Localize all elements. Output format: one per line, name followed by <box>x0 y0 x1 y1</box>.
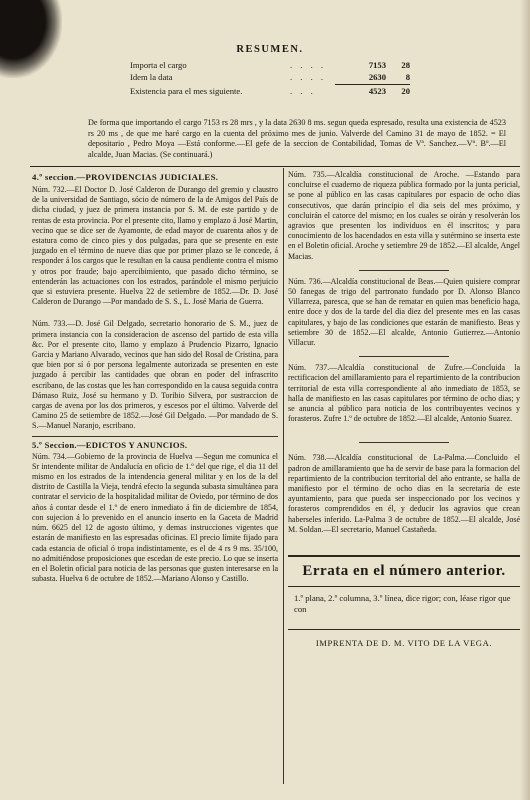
scan-edge <box>520 0 530 800</box>
column-divider <box>283 168 284 784</box>
right-column <box>288 170 520 648</box>
separator-rule <box>359 356 449 357</box>
resumen-dots: . . . . <box>290 60 327 70</box>
resumen-reales: 4523 <box>368 86 386 96</box>
column-top-rule <box>30 166 520 167</box>
notice-735: Núm. 735.—Alcaldía constitucional de Aroche. —Estando para concluirse el cuaderno de riqueza pública formado por la junta pericial, se pone al público en las casas capitulares por espacio de ocho dias consecutivos, que darán principio el dia seis del mes próximo, y concluirán el catorce del mismo; en los cuales se oirán y resolverán los agravios que presenten los individuos en él inscritos; y para conocimiento de los hacendados en esta villa y sutérmino se inserta este en el Boletin oficial. Aroche y setiembre 29 de 1852.—El alcalde, Angel Macias. <box>288 170 520 261</box>
errata-top-rule <box>288 555 520 557</box>
resumen-label: Importa el cargo <box>130 60 187 70</box>
section-rule <box>32 436 278 437</box>
errata-rule <box>288 586 520 587</box>
resumen-row-existencia <box>130 85 410 97</box>
resumen-maravedis: 20 <box>401 86 410 96</box>
notice-733: Núm. 733.—D. José Gil Delgado, secretario honorario de S. M., juez de primera instancia con la consideracion de ascenso del partido de esta villa &c. Por el presente cito, llamo y emplazo á Prudencio Pizarro, Ignacio Garcia y Mariano Alvarado, vecinos que han sido del Rosal de Cristina, para que bien por sí ó por persona legalmente autorizada se presenten en este juzgado á percibir las cantidades que obran en poder del infrascrito escribano, de las costas que les han correspondido en la causa seguida contra Dámaso Ruiz, José su hermano y D. Toribio Silvera, por sustraccion de cargas de avena por los dos primeros, y escesos por el último. Valverde del Camino 25 de setiembre de 1852.—José Gil Delgado. —Por mandado de S. S.—Manuel Naranjo, escribano. <box>32 319 278 431</box>
resumen-row-data <box>130 71 410 83</box>
resumen-dots: . . . <box>290 86 316 96</box>
resumen-sum-rule <box>335 84 410 85</box>
left-column <box>32 170 278 584</box>
imprenta-rule <box>288 629 520 630</box>
notice-737: Núm. 737.—Alcaldía constitucional de Zufre.—Concluida la rectificacion del amillaramiento para el repartimiento de la contribucion territorial de esta villa correspondiente al año inmediato de 1853, se halla de manifiesto en las casas capitulares por término de ocho dias; y se anuncia al público para noticia de los contribuyentes vecinos y forasteros. Zufre 1.º de octubre de 1852.—El alcalde, Antonio Suarez. <box>288 363 520 424</box>
errata-title: Errata en el número anterior. <box>302 563 506 580</box>
resumen-dots: . . . . <box>290 72 327 82</box>
resumen-maravedis: 28 <box>401 60 410 70</box>
resumen-reales: 2630 <box>368 72 386 82</box>
resumen-paragraph: De forma que importando el cargo 7153 rs 28 mrs , y la data 2630 8 ms. segun queda espresado, resulta una existencia de 4523 rs 20 ms , de que me haré cargo en la cuenta del próximo mes de junio. Valverde del Camino 31 de mayo de 1852. = El depositario , Pedro Moya —Está conforme.—El gefe de la seccion de Contabilidad, Tomas de Vª. Sanchez.—Vº. Bº.—El alcalde, Juan Macias. (Se continuará.) <box>88 118 506 159</box>
section-heading-edictos: 5.º Seccion.—EDICTOS Y ANUNCIOS. <box>32 439 188 450</box>
ink-blot <box>0 0 62 78</box>
resumen-block <box>130 44 410 97</box>
resumen-label: Idem la data <box>130 72 173 82</box>
section-heading-judicial: 4.º seccion.—PROVIDENCIAS JUDICIALES. <box>32 172 219 182</box>
resumen-title: RESUMEN. <box>236 44 304 55</box>
errata-body: 1.º plana, 2.º columna, 3.º línea, dice rigor; con, léase rigor que con <box>294 593 511 615</box>
separator-rule <box>359 442 449 443</box>
resumen-maravedis: 8 <box>405 72 410 82</box>
resumen-row-cargo <box>130 59 410 71</box>
notice-736: Núm. 736.—Alcaldía constitucional de Beas.—Quien quisiere comprar 50 fanegas de trigo del partronato fundado por D. Alonso Blanco Villarreza, paresca, que se han de rematar en quien mas beneficio haga, entre doce y dos de la tarde del dia diez del presente mes en las casas capitulares, y bajo de las condiciones que estarán de manifiesto. Beas y setiembre 30 de 1852.—El alcalde, Antonio Gutierrez.—Antonio Villacur. <box>288 276 520 348</box>
printer-imprint: IMPRENTA DE D. M. VITO DE LA VEGA. <box>315 638 493 649</box>
separator-rule <box>359 270 449 271</box>
notice-732: Núm. 732.—El Doctor D. José Calderon de Durango del gremio y claustro de la universidad de Santiago, sócio de número de la de Amigos del País de dicha ciudad, y juez de primera instancia por S. M. de este partido y de rentas de esta provincia. Por el presente cito, llamo y emplazo á José Martin, vecino que se dice ser de Ayamonte, de edad mayor de cuarenta años y de estatura como de cinco pies y dos pulgadas, para que se presente en este juzgado en el término de nueve dias que por primer plazo se le concede, á responder á los cargos que le resultan en la causa pendiente contra el mismo y otros por fraude; bajo apercibimiento, que pasado dicho término, se entenderán las actuaciones con los estrados, parándole el mismo perjuicio que si estuviera presente. Huelva 22 de setiembre de 1852.—Dr. D. José Calderon de Durango —Por mandado de S. S., L. José Maria de Guerra. <box>32 185 278 307</box>
notice-734: Núm. 734.—Gobierno de la provincia de Huelva —Segun me comunica el Sr intendente militar de Andalucía en oficio de 1.º del que rige, el dia 11 del mismo en los estrados de la intendencia general militar y en los de la del distrito de Castilla la Vieja, tendrá efecto la segunda subasta simultánea para contratar el servicio de la hospitalidad militar de Oviedo, por término de dos años á contar desde el 1.º de enero inmediato á fin de diciembre de 1854, con sujecion á lo prevenido en el anuncio inserto en la Gaceta de Madrid núm. 6625 del 12 de agosto último, y demas instrucciones vigentes que estarán de manifiesto en las espresadas oficinas. El precio límite fijado para cada estancia de oficial ó tropa indistintamente, es el de 4 rs 9 ms. 35/100, no admitiéndose proposiciones que escedan de este precio. Lo que se inserta en el Boletin oficial para noticia de las personas que gusten interesarse en la subasta. Huelva 6 de octubre de 1852.—Mariano Alonso y Castillo. <box>32 451 278 584</box>
notice-738: Núm. 738.—Alcaldía constitucional de La-Palma.—Concluido el padron de amillaramiento que ha de servir de base para la formacion del repartimiento de la contribucion territorial del año entrante, se halla de manifiesto por el término de ocho dias en la secretaría de este ayuntamiento, para que pueda ser inspeccionado por los vecinos y forasteros comprendidos en él, y deducir los agravios que crean haberseles inferido. La-Palma 3 de octubre de 1852.—El alcalde, José M. Soldan.—El secretario, Manuel Castañeda. <box>288 453 520 534</box>
resumen-label: Existencia para el mes siguiente. <box>130 86 243 96</box>
resumen-reales: 7153 <box>368 60 386 70</box>
